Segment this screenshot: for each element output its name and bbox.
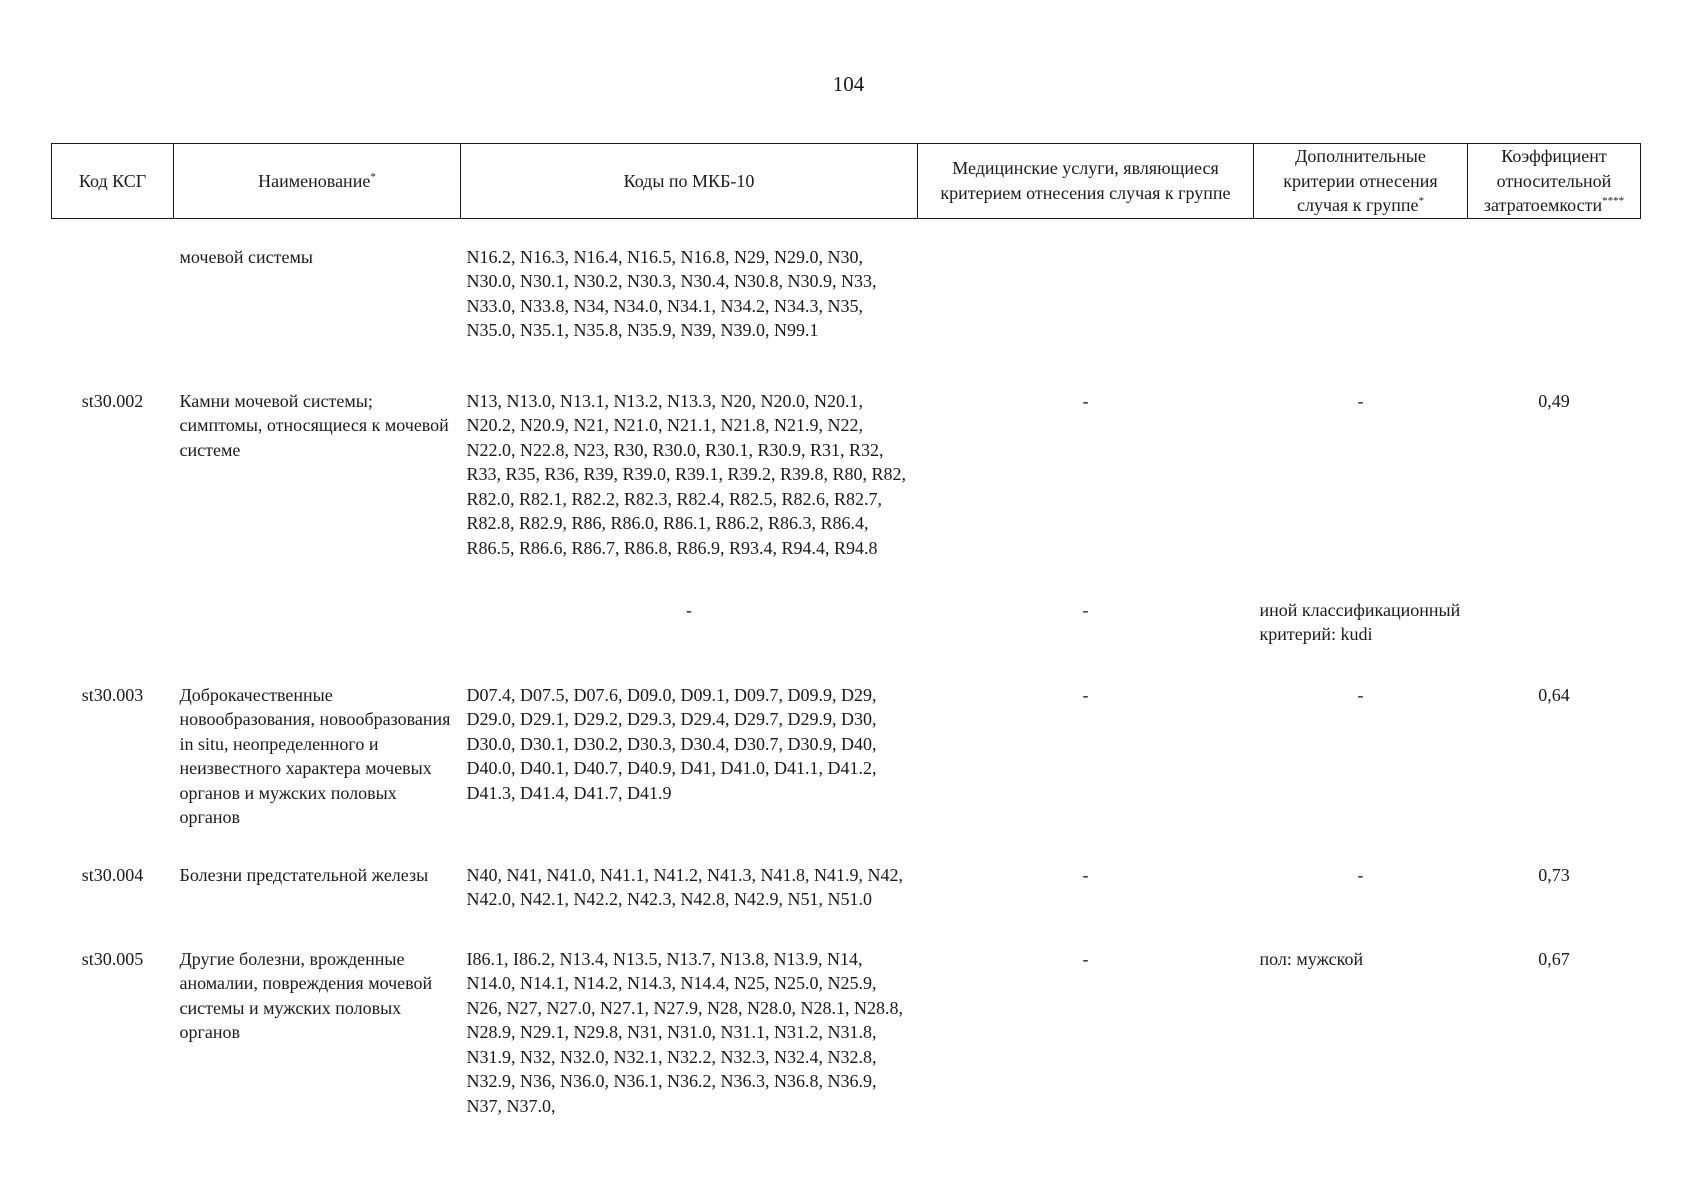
header-criteria: Дополнительные критерии отнесения случая к группе*	[1254, 144, 1468, 219]
ksg-name: Доброкачественные новообразования, новообразования in situ, неопределенного и неизвестного характера мочевых органов и мужских половых органов	[179, 684, 451, 827]
cost-coefficient	[1468, 587, 1641, 672]
page-number: 104	[832, 72, 865, 96]
mkb-codes: D07.4, D07.5, D07.6, D09.0, D09.1, D09.7, D09.9, D29, D29.0, D29.1, D29.2, D29.3, D29.4, D29.7, D29.9, D30, D30.0, D30.1, D30.2, D30.3, D30.4, D30.7, D30.9, D40, D40.0, D40.1, D40.7, D40.9, D41, D41.0, D41.1, D41.2, D41.3, D41.4, D41.7, D41.9	[466, 684, 877, 803]
table-row	[52, 937, 1641, 1122]
ksg-code: st30.002	[81, 390, 144, 411]
mkb-codes: N13, N13.0, N13.1, N13.2, N13.3, N20, N20.0, N20.1, N20.2, N20.9, N21, N21.0, N21.1, N21.8, N21.9, N22, N22.0, N22.8, N23, R30, R30.0, R30.1, R30.9, R31, R32, R33, R35, R36, R39, R39.0, R39.1, R39.2, R39.8, R80, R82, R82.0, R82.1, R82.2, R82.3, R82.4, R82.5, R82.6, R82.7, R82.8, R82.9, R86, R86.0, R86.1, R86.2, R86.3, R86.4, R86.5, R86.6, R86.7, R86.8, R86.9, R93.4, R94.4, R94.8	[466, 390, 907, 558]
header-services: Медицинские услуги, являющиеся критерием отнесения случая к группе	[918, 144, 1254, 219]
ksg-code: st30.005	[81, 948, 144, 969]
table-header	[52, 144, 1641, 219]
ksg-code: st30.003	[81, 684, 144, 705]
extra-criteria: -	[1357, 864, 1364, 885]
ksg-name: мочевой системы	[179, 246, 313, 267]
ksg-name: Камни мочевой системы; симптомы, относящиеся к мочевой системе	[179, 390, 449, 460]
ksg-code	[52, 587, 174, 672]
extra-criteria: -	[1357, 684, 1364, 705]
ksg-table	[51, 143, 1641, 1122]
header-mkb: Коды по МКБ-10	[461, 144, 918, 219]
ksg-name	[174, 587, 461, 672]
ksg-name: Другие болезни, врожденные аномалии, повреждения мочевой системы и мужских половых органов	[179, 948, 433, 1042]
mkb-codes: N40, N41, N41.0, N41.1, N41.2, N41.3, N41.8, N41.9, N42, N42.0, N42.1, N42.2, N42.3, N42.8, N42.9, N51, N51.0	[466, 864, 903, 909]
cost-coefficient: 0,49	[1538, 390, 1570, 411]
cost-coefficient: 0,64	[1538, 684, 1570, 705]
ksg-code: st30.004	[81, 864, 144, 885]
mkb-codes: N16.2, N16.3, N16.4, N16.5, N16.8, N29, N29.0, N30, N30.0, N30.1, N30.2, N30.3, N30.4, N30.8, N30.9, N33, N33.0, N33.8, N34, N34.0, N34.1, N34.2, N34.3, N35, N35.0, N35.1, N35.8, N35.9, N39, N39.0, N99.1	[466, 246, 877, 340]
table-row	[52, 853, 1641, 937]
header-coef: Коэффициент относительной затратоемкости****	[1468, 144, 1641, 219]
medical-services	[918, 218, 1254, 375]
cost-coefficient: 0,67	[1538, 948, 1570, 969]
table-row	[52, 672, 1641, 853]
mkb-codes: -	[686, 599, 692, 620]
table-row	[52, 218, 1641, 375]
ksg-name: Болезни предстательной железы	[179, 864, 429, 885]
header-name: Наименование*	[174, 144, 461, 219]
ksg-code	[52, 218, 174, 375]
extra-criteria	[1254, 218, 1468, 375]
extra-criteria: пол: мужской	[1259, 948, 1364, 969]
extra-criteria: иной классификационный критерий: kudi	[1259, 599, 1461, 644]
table-row	[52, 587, 1641, 672]
medical-services: -	[1082, 684, 1089, 705]
medical-services: -	[1082, 948, 1089, 969]
cost-coefficient: 0,73	[1538, 864, 1570, 885]
medical-services: -	[1082, 864, 1089, 885]
footnote-mark: *	[1418, 195, 1424, 207]
header-code: Код КСГ	[52, 144, 174, 219]
extra-criteria: -	[1357, 390, 1364, 411]
medical-services: -	[1082, 390, 1089, 411]
mkb-codes: I86.1, I86.2, N13.4, N13.5, N13.7, N13.8, N13.9, N14, N14.0, N14.1, N14.2, N14.3, N14.4, N25, N25.0, N25.9, N26, N27, N27.0, N27.1, N27.9, N28, N28.0, N28.1, N28.8, N28.9, N29.1, N29.8, N31, N31.0, N31.1, N31.2, N31.8, N31.9, N32, N32.0, N32.1, N32.2, N32.3, N32.4, N32.8, N32.9, N36, N36.0, N36.1, N36.2, N36.3, N36.8, N36.9, N37, N37.0,	[466, 948, 903, 1116]
cost-coefficient	[1468, 218, 1641, 375]
table-row	[52, 375, 1641, 587]
medical-services: -	[1082, 599, 1089, 620]
footnote-mark: ****	[1602, 195, 1625, 207]
footnote-mark: *	[370, 170, 376, 183]
